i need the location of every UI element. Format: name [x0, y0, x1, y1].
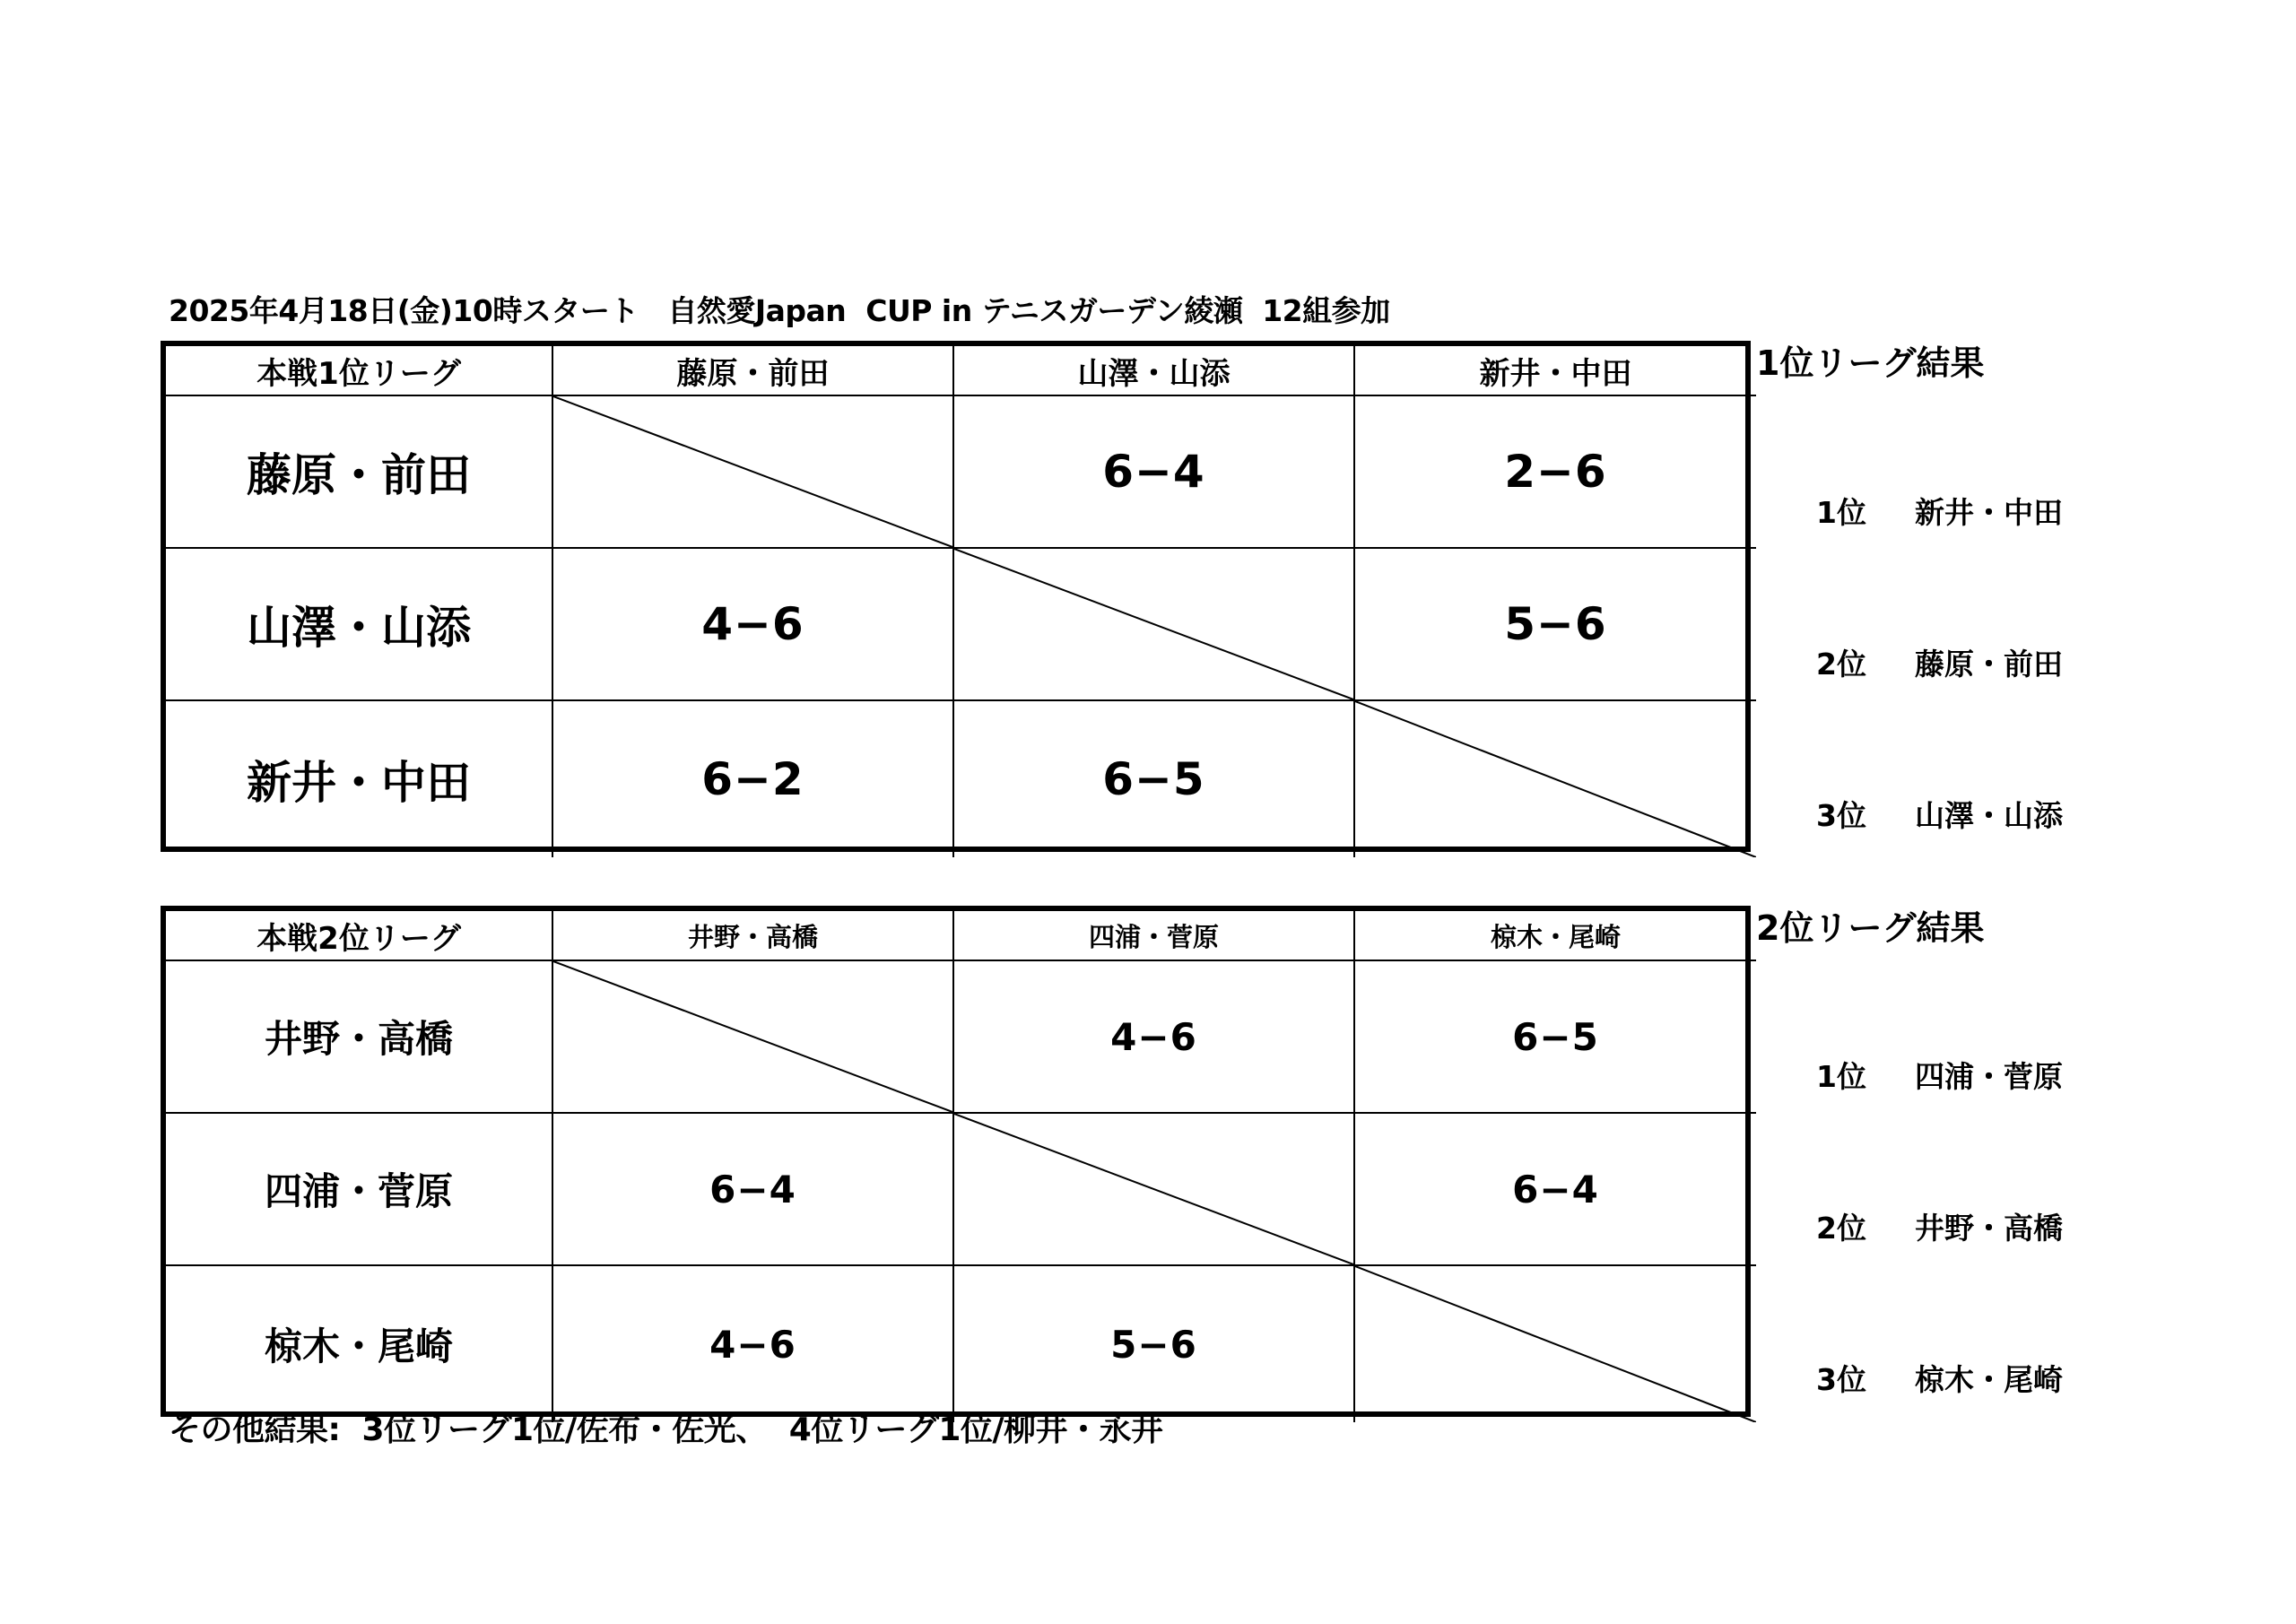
league2-diagonal-cell [954, 1114, 1355, 1266]
rank-label: 2位 [1815, 1211, 1866, 1246]
league2-row-header: 椋木・尾崎 [166, 1266, 553, 1422]
league1-score-cell: 6−4 [954, 396, 1355, 549]
league1-row-header: 山澤・山添 [166, 549, 553, 701]
league1-rank-row [1796, 597, 2063, 682]
league1-row-header: 藤原・前田 [166, 396, 553, 549]
league1-rank-row [1796, 749, 2063, 833]
league2-col-header: 椋木・尾崎 [1355, 911, 1756, 961]
league2-rank-row [1796, 1010, 2063, 1094]
league2-score-cell: 4−6 [553, 1266, 954, 1422]
league1-col-header: 山澤・山添 [954, 346, 1355, 396]
league1-score-cell: 6−5 [954, 701, 1355, 857]
league2-row-header: 四浦・菅原 [166, 1114, 553, 1266]
league2-score-cell: 6−5 [1355, 961, 1756, 1114]
league2-rank-row [1796, 1161, 2063, 1246]
other-results: その他結果: 3位リーグ1位/佐布・佐光、 4位リーグ1位/柳井・永井 [169, 1411, 1163, 1448]
league1-col-header: 藤原・前田 [553, 346, 954, 396]
league2-score-cell: 6−4 [1355, 1114, 1756, 1266]
rank-team: 四浦・菅原 [1914, 1059, 2063, 1094]
rank-label: 2位 [1815, 647, 1866, 682]
league1-score-cell: 4−6 [553, 549, 954, 701]
league2-rank-row [1796, 1313, 2063, 1397]
league1-col-header: 新井・中田 [1355, 346, 1756, 396]
rank-team: 井野・高橋 [1914, 1211, 2063, 1246]
league2-score-cell: 5−6 [954, 1266, 1355, 1422]
rank-team: 山澤・山添 [1914, 798, 2063, 833]
league2-diagonal-cell [553, 961, 954, 1114]
league2-col-header: 井野・高橋 [553, 911, 954, 961]
league2-results-title: 2位リーグ結果 [1756, 908, 1985, 948]
rank-label: 3位 [1815, 798, 1866, 833]
league2-row-header: 井野・高橋 [166, 961, 553, 1114]
league1-diagonal-cell [954, 549, 1355, 701]
league2-col-header: 四浦・菅原 [954, 911, 1355, 961]
rank-team: 椋木・尾崎 [1914, 1362, 2063, 1397]
league1-row-header: 新井・中田 [166, 701, 553, 857]
league1-table [161, 341, 1751, 852]
league1-score-cell: 6−2 [553, 701, 954, 857]
league1-score-cell: 5−6 [1355, 549, 1756, 701]
league1-corner-label: 本戦1位リーグ [166, 346, 553, 396]
rank-label: 1位 [1815, 495, 1866, 530]
league2-corner-label: 本戦2位リーグ [166, 911, 553, 961]
rank-team: 新井・中田 [1914, 495, 2063, 530]
league1-diagonal-cell [1355, 701, 1756, 857]
rank-label: 3位 [1815, 1362, 1866, 1397]
league2-table [161, 906, 1751, 1417]
league2-score-cell: 6−4 [553, 1114, 954, 1266]
league1-score-cell: 2−6 [1355, 396, 1756, 549]
rank-team: 藤原・前田 [1914, 647, 2063, 682]
league2-score-cell: 4−6 [954, 961, 1355, 1114]
league1-rank-row [1796, 446, 2063, 530]
league1-results-title: 1位リーグ結果 [1756, 343, 1985, 383]
league1-diagonal-cell [553, 396, 954, 549]
rank-label: 1位 [1815, 1059, 1866, 1094]
league2-diagonal-cell [1355, 1266, 1756, 1422]
tournament-header: 2025年4月18日(金)10時スタート 自然愛Japan CUP in テニスガーデン綾瀬 12組参加 [169, 293, 1390, 328]
